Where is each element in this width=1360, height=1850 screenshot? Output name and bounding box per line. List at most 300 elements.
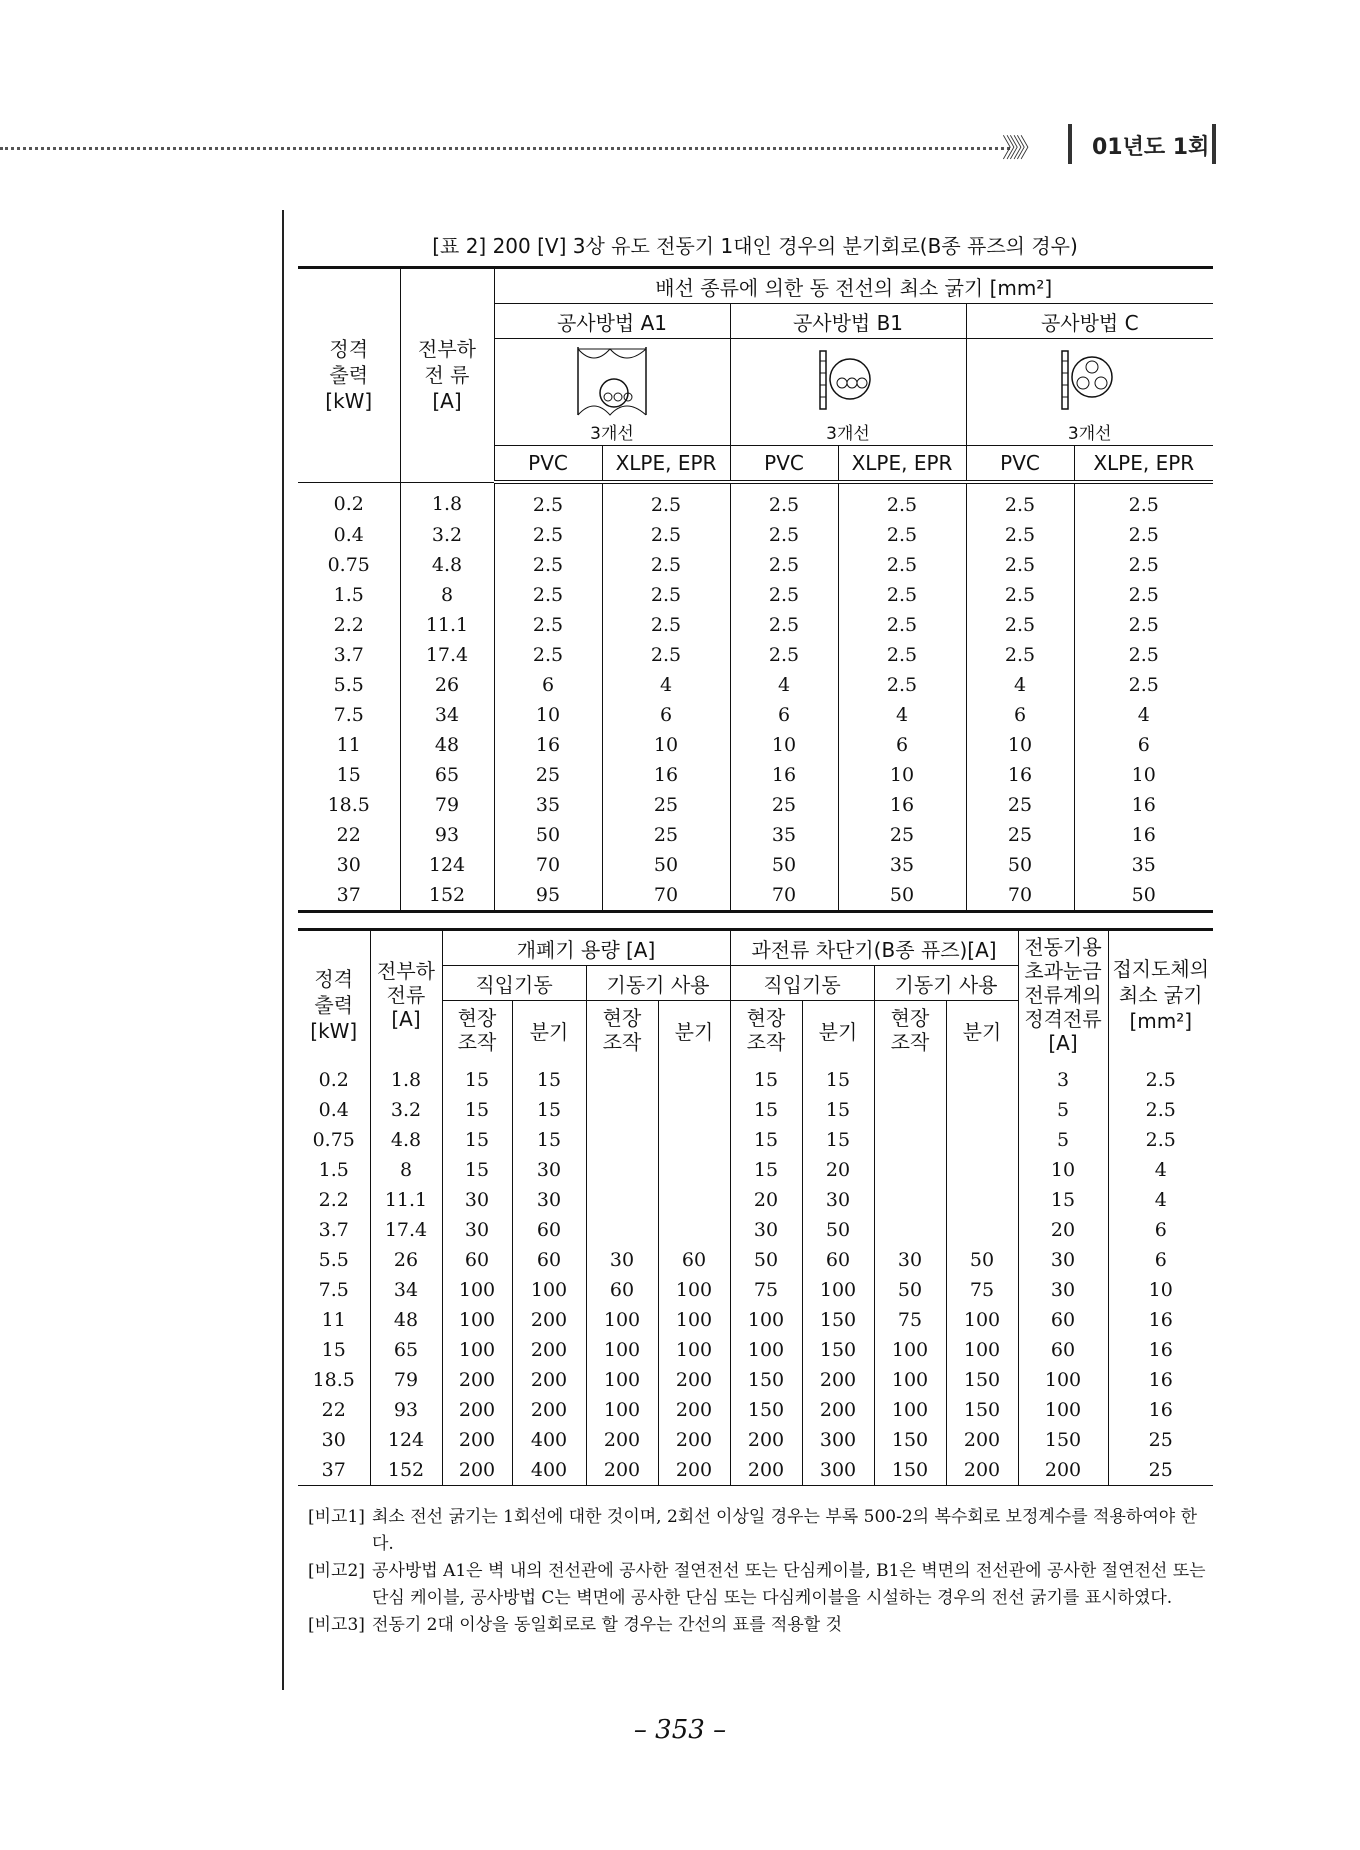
t1-cell: 2.5: [838, 580, 966, 610]
t1-ins-c-pvc: PVC: [966, 446, 1074, 483]
t1-cell: 2.5: [1128, 524, 1159, 546]
t2-switch-starter: 기동기 사용: [586, 966, 730, 1001]
t2-cell: 400: [512, 1455, 586, 1486]
t1-cell: 18.5: [298, 790, 400, 820]
t1-row: [298, 760, 1213, 790]
t2-cell: 150: [802, 1305, 874, 1335]
t2-row: [298, 1275, 1213, 1305]
t2-cell: 6: [1154, 1219, 1167, 1241]
t1-row: [298, 520, 1213, 550]
t1-cell: 95: [494, 880, 602, 912]
t2-header-rated: 정격 출력 [kW]: [298, 930, 370, 1060]
t2-cell: 37: [298, 1455, 370, 1486]
t2-cell: 30: [586, 1245, 658, 1275]
t2-cell: 11: [298, 1305, 370, 1335]
t2-cell: 100: [442, 1305, 512, 1335]
t1-cell: 2.5: [838, 640, 966, 670]
t1-cell: 25: [966, 790, 1074, 820]
t2-cell: 15: [730, 1059, 802, 1095]
t1-ins-c-xlpe: XLPE, EPR: [1074, 446, 1213, 483]
t2-cell: 3.7: [298, 1215, 370, 1245]
t1-cell: 22: [298, 820, 400, 850]
t1-cell: 124: [400, 850, 494, 880]
t2-cell: 30: [512, 1185, 586, 1215]
t1-cell: 2.5: [966, 550, 1074, 580]
t1-cell: 2.5: [602, 550, 730, 580]
t1-cell: 3.7: [298, 640, 400, 670]
t1-cell: 4: [838, 700, 966, 730]
t2-cell: 17.4: [370, 1215, 442, 1245]
header-chevrons: 》》》: [1002, 134, 1037, 164]
t2-cell: 200: [946, 1455, 1018, 1486]
header-bar-right: [1212, 124, 1216, 164]
t2-cell: 15: [512, 1125, 586, 1155]
header-dotted-rule: [0, 147, 1010, 150]
t2-cell: 200: [512, 1305, 586, 1335]
t2-cell: 6: [1154, 1249, 1167, 1271]
t2-row: [298, 1425, 1213, 1455]
t1-cell: 2.5: [494, 610, 602, 640]
t2-cell: 150: [946, 1395, 1018, 1425]
t1-cell: 26: [400, 670, 494, 700]
t2-cell: 100: [1018, 1395, 1108, 1425]
t1-cell: 2.5: [966, 640, 1074, 670]
t1-cell: 10: [494, 700, 602, 730]
t2-local-3: 현장 조작: [730, 1001, 802, 1060]
t1-row: [298, 790, 1213, 820]
t2-cell: 100: [658, 1335, 730, 1365]
t2-cell: [874, 1125, 946, 1155]
switch-breaker-table: [298, 928, 1213, 1486]
t2-branch-1: 분기: [512, 1001, 586, 1060]
t2-cell: [946, 1095, 1018, 1125]
t1-cell: 16: [966, 760, 1074, 790]
t2-cell: 20: [1018, 1215, 1108, 1245]
t2-cell: 200: [586, 1425, 658, 1455]
t2-cell: 75: [874, 1305, 946, 1335]
t1-cell: 50: [966, 850, 1074, 880]
t2-cell: 50: [730, 1245, 802, 1275]
t2-cell: 15: [802, 1095, 874, 1125]
t1-cell: 2.5: [1128, 614, 1159, 636]
t2-cell: [874, 1095, 946, 1125]
t1-method-b1-figure: [730, 339, 966, 446]
t1-row: [298, 730, 1213, 760]
t2-cell: 50: [874, 1275, 946, 1305]
t2-cell: [658, 1185, 730, 1215]
t2-cell: 200: [586, 1455, 658, 1486]
t1-cell: 2.5: [838, 550, 966, 580]
page-left-rule: [282, 210, 284, 1690]
t2-ground-header: 접지도체의 최소 굵기 [mm²]: [1112, 957, 1210, 1033]
t1-row: [298, 640, 1213, 670]
t1-cell: 50: [494, 820, 602, 850]
t2-cell: 150: [874, 1425, 946, 1455]
t2-cell: [874, 1185, 946, 1215]
t1-cell: 35: [730, 820, 838, 850]
t1-cell: 2.5: [730, 580, 838, 610]
t2-cell: 25: [1148, 1429, 1173, 1451]
t2-cell: [658, 1125, 730, 1155]
t1-cell: 10: [730, 730, 838, 760]
t2-cell: 150: [874, 1455, 946, 1486]
t2-row: [298, 1245, 1213, 1275]
t1-cell: 7.5: [298, 700, 400, 730]
t2-branch-2: 분기: [658, 1001, 730, 1060]
t2-cell: 15: [442, 1155, 512, 1185]
t2-cell: 15: [730, 1125, 802, 1155]
t1-cell: 16: [1131, 824, 1156, 846]
t1-cell: 16: [602, 760, 730, 790]
t1-cell: 16: [494, 730, 602, 760]
t2-cell: 200: [1018, 1455, 1108, 1486]
t2-cell: 15: [512, 1059, 586, 1095]
t2-row: [298, 1059, 1213, 1095]
t1-cell: 2.5: [838, 482, 966, 520]
t1-cell: 10: [602, 730, 730, 760]
t2-cell: 2.5: [1145, 1069, 1176, 1091]
t1-cell: 17.4: [400, 640, 494, 670]
note-1: [비고1] 최소 전선 굵기는 1회선에 대한 것이며, 2회선 이상일 경우는 부록 500-2의 복수회로 보정계수를 적용하여야 한다.: [308, 1507, 1197, 1554]
conduit-in-wall-icon: [574, 345, 650, 417]
t2-header-current: 전부하 전류 [A]: [370, 930, 442, 1060]
t1-cell: 152: [400, 880, 494, 912]
t1-cell: 2.5: [1128, 494, 1159, 516]
t1-cell: 30: [298, 850, 400, 880]
t1-row: [298, 550, 1213, 580]
t2-cell: 200: [658, 1365, 730, 1395]
t1-cell: 16: [730, 760, 838, 790]
t1-cell: 10: [966, 730, 1074, 760]
t2-cell: [658, 1215, 730, 1245]
t2-cell: 5: [1018, 1095, 1108, 1125]
notes: [308, 1504, 1218, 1639]
t2-cell: 300: [802, 1425, 874, 1455]
t2-cell: [874, 1215, 946, 1245]
t2-cell: 30: [298, 1425, 370, 1455]
t1-row: [298, 482, 1213, 520]
note-3: [비고3] 전동기 2대 이상을 동일회로로 할 경우는 간선의 표를 적용할 것: [308, 1615, 842, 1635]
t2-cell: 15: [730, 1095, 802, 1125]
t2-meter-header: 전동기용 초과눈금 전류계의 정격전류 [A]: [1018, 930, 1108, 1060]
t2-cell: 400: [512, 1425, 586, 1455]
t2-row: [298, 1095, 1213, 1125]
t1-cell: 2.2: [298, 610, 400, 640]
t2-cell: 15: [802, 1125, 874, 1155]
t1-cell: 6: [838, 730, 966, 760]
t1-row: [298, 880, 1213, 912]
t1-cell: 35: [1131, 854, 1156, 876]
t2-cell: 200: [442, 1395, 512, 1425]
t2-switch-direct: 직입기동: [442, 966, 586, 1001]
t2-cell: [586, 1155, 658, 1185]
header-section-label: 01년도 1회: [1092, 135, 1210, 160]
t2-breaker-starter: 기동기 사용: [874, 966, 1018, 1001]
t1-ins-a1-xlpe: XLPE, EPR: [602, 446, 730, 483]
t2-cell: 60: [658, 1245, 730, 1275]
t2-branch-4: 분기: [946, 1001, 1018, 1060]
t2-cell: [946, 1125, 1018, 1155]
t2-cell: 4: [1154, 1159, 1167, 1181]
t1-cell: 11.1: [400, 610, 494, 640]
t1-body: [298, 482, 1213, 912]
t2-cell: [586, 1059, 658, 1095]
t2-cell: 10: [1018, 1155, 1108, 1185]
t1-cell: 25: [838, 820, 966, 850]
t2-row: [298, 1455, 1213, 1486]
t1-cell: 79: [400, 790, 494, 820]
t2-cell: 30: [1018, 1275, 1108, 1305]
t2-cell: 4.8: [370, 1125, 442, 1155]
t2-branch-3: 분기: [802, 1001, 874, 1060]
t1-cell: 1.8: [400, 482, 494, 520]
t1-cell: 25: [730, 790, 838, 820]
t2-cell: 100: [586, 1335, 658, 1365]
t2-cell: 10: [1148, 1279, 1173, 1301]
t2-cell: [586, 1095, 658, 1125]
t2-cell: 75: [946, 1275, 1018, 1305]
t2-cell: 100: [586, 1365, 658, 1395]
t1-cell: 10: [1131, 764, 1156, 786]
table1-title: [표 2] 200 [V] 3상 유도 전동기 1대인 경우의 분기회로(B종 퓨즈의 경우): [432, 234, 1078, 258]
t2-switch-header: 개폐기 용량 [A]: [442, 930, 730, 966]
t2-body: [298, 1059, 1213, 1486]
t2-cell: 150: [730, 1365, 802, 1395]
t1-cell: 2.5: [730, 610, 838, 640]
t1-cell: 2.5: [966, 482, 1074, 520]
t2-row: [298, 1155, 1213, 1185]
t1-cell: 2.5: [730, 520, 838, 550]
t1-cell: 2.5: [966, 580, 1074, 610]
t2-cell: 22: [298, 1395, 370, 1425]
t2-cell: 16: [1148, 1309, 1173, 1331]
t1-cell: 6: [602, 700, 730, 730]
t1-method-a1-figure: [494, 339, 730, 446]
t2-cell: [946, 1215, 1018, 1245]
t1-cell: 50: [602, 850, 730, 880]
t2-cell: 200: [658, 1395, 730, 1425]
t1-cell: 70: [730, 880, 838, 912]
t1-header-rated: 정격 출력 [kW]: [298, 268, 400, 483]
t2-cell: 3: [1018, 1059, 1108, 1095]
t1-cell: 2.5: [602, 580, 730, 610]
t1-cell: 10: [838, 760, 966, 790]
t2-local-4: 현장 조작: [874, 1001, 946, 1060]
t2-cell: [658, 1095, 730, 1125]
t2-cell: 15: [802, 1059, 874, 1095]
t1-cell: 2.5: [494, 580, 602, 610]
t2-row: [298, 1125, 1213, 1155]
t1-cell: 2.5: [494, 550, 602, 580]
t2-cell: 100: [874, 1395, 946, 1425]
t2-cell: 3.2: [370, 1095, 442, 1125]
t1-cell: 5.5: [298, 670, 400, 700]
t2-cell: 200: [730, 1455, 802, 1486]
t1-cell: 48: [400, 730, 494, 760]
t1-method-c-figure: [966, 339, 1213, 446]
t1-cell: 2.5: [838, 520, 966, 550]
t2-cell: [586, 1185, 658, 1215]
t1-cell: 2.5: [494, 640, 602, 670]
t1-row: [298, 700, 1213, 730]
t2-cell: [874, 1059, 946, 1095]
t1-cell: 1.5: [298, 580, 400, 610]
t1-cell: 50: [838, 880, 966, 912]
t2-cell: 200: [730, 1425, 802, 1455]
t2-cell: 34: [370, 1275, 442, 1305]
t2-cell: 152: [370, 1455, 442, 1486]
t1-ins-b1-pvc: PVC: [730, 446, 838, 483]
t1-cell: 37: [298, 880, 400, 912]
t1-cell: 6: [966, 700, 1074, 730]
t1-cell: 70: [494, 850, 602, 880]
t2-cell: 100: [874, 1365, 946, 1395]
t1-cell: 4: [730, 670, 838, 700]
t2-cell: 0.2: [298, 1059, 370, 1095]
t1-row: [298, 850, 1213, 880]
cable-on-wall-icon: [1052, 345, 1128, 417]
t2-cell: 16: [1148, 1339, 1173, 1361]
t2-cell: 60: [512, 1215, 586, 1245]
t1-cell: 11: [298, 730, 400, 760]
t2-cell: [658, 1155, 730, 1185]
t1-row: [298, 670, 1213, 700]
t1-cell: 25: [602, 790, 730, 820]
t1-cell: 0.75: [298, 550, 400, 580]
t2-cell: 15: [442, 1059, 512, 1095]
t2-cell: 150: [946, 1365, 1018, 1395]
wire-size-table: [298, 266, 1213, 913]
t1-cell: 2.5: [730, 550, 838, 580]
t1-cell: 6: [730, 700, 838, 730]
t2-breaker-header: 과전류 차단기(B종 퓨즈)[A]: [730, 930, 1018, 966]
t2-cell: 20: [802, 1155, 874, 1185]
t2-cell: 300: [802, 1455, 874, 1486]
t1-cell: 25: [966, 820, 1074, 850]
t2-cell: 48: [370, 1305, 442, 1335]
t1-ins-a1-pvc: PVC: [494, 446, 602, 483]
t2-cell: 50: [946, 1245, 1018, 1275]
t2-cell: 60: [1018, 1335, 1108, 1365]
t2-row: [298, 1335, 1213, 1365]
t1-cell: 2.5: [838, 610, 966, 640]
t1-cell: 0.4: [298, 520, 400, 550]
t2-cell: 16: [1148, 1369, 1173, 1391]
t2-cell: 60: [586, 1275, 658, 1305]
t1-cell: 15: [298, 760, 400, 790]
t2-cell: [946, 1155, 1018, 1185]
header-bar-left: [1068, 124, 1072, 164]
t2-cell: 60: [442, 1245, 512, 1275]
t1-row: [298, 820, 1213, 850]
t2-cell: 60: [802, 1245, 874, 1275]
t1-header-current: 전부하 전 류 [A]: [400, 268, 494, 483]
t2-cell: 100: [946, 1305, 1018, 1335]
t1-cell: 70: [602, 880, 730, 912]
t2-cell: 200: [512, 1395, 586, 1425]
t2-cell: 150: [730, 1395, 802, 1425]
t1-cell: 2.5: [838, 670, 966, 700]
t2-cell: 1.8: [370, 1059, 442, 1095]
t1-row: [298, 580, 1213, 610]
t2-cell: 2.5: [1145, 1129, 1176, 1151]
t2-cell: 100: [946, 1335, 1018, 1365]
t1-cell: 6: [494, 670, 602, 700]
t2-cell: 15: [442, 1125, 512, 1155]
t2-cell: 30: [802, 1185, 874, 1215]
t1-cell: 2.5: [1128, 674, 1159, 696]
t1-row: [298, 610, 1213, 640]
t2-breaker-direct: 직입기동: [730, 966, 874, 1001]
t2-cell: 15: [298, 1335, 370, 1365]
t2-cell: 30: [442, 1215, 512, 1245]
t2-cell: 100: [442, 1275, 512, 1305]
t2-cell: 15: [442, 1095, 512, 1125]
t2-cell: [586, 1215, 658, 1245]
t1-cell: 2.5: [602, 482, 730, 520]
t2-row: [298, 1365, 1213, 1395]
t2-cell: 15: [512, 1095, 586, 1125]
t2-cell: 200: [512, 1365, 586, 1395]
t2-cell: [586, 1125, 658, 1155]
t2-cell: 2.2: [298, 1185, 370, 1215]
t1-cell: 25: [494, 760, 602, 790]
t2-cell: 30: [1018, 1245, 1108, 1275]
t2-cell: 18.5: [298, 1365, 370, 1395]
t1-b1-wires-label: 3개선: [826, 424, 870, 444]
t2-cell: 11.1: [370, 1185, 442, 1215]
t2-cell: 0.4: [298, 1095, 370, 1125]
t2-row: [298, 1305, 1213, 1335]
note-2: [비고2] 공사방법 A1은 벽 내의 전선관에 공사한 절연전선 또는 단심케이블, B1은 벽면의 전선관에 공사한 절연전선 또는 단심 케이블, 공사방법 C는 벽면에 공사한 단심 또는 다심케이블을 시설하는 경우의 전선 굵기를 표시하였다.: [308, 1561, 1206, 1608]
t2-cell: 75: [730, 1275, 802, 1305]
t2-cell: 100: [586, 1305, 658, 1335]
t2-cell: 15: [1018, 1185, 1108, 1215]
t2-row: [298, 1185, 1213, 1215]
t1-cell: 50: [730, 850, 838, 880]
t2-cell: 0.75: [298, 1125, 370, 1155]
t2-cell: [946, 1185, 1018, 1215]
t2-cell: 100: [874, 1335, 946, 1365]
t1-c-wires-label: 3개선: [1067, 424, 1112, 444]
t1-cell: 2.5: [730, 640, 838, 670]
t2-row: [298, 1215, 1213, 1245]
t1-cell: 35: [494, 790, 602, 820]
t1-cell: 2.5: [494, 482, 602, 520]
t1-cell: 4: [966, 670, 1074, 700]
t2-cell: 5: [1018, 1125, 1108, 1155]
t2-cell: 150: [1018, 1425, 1108, 1455]
t1-method-c: 공사방법 C: [966, 304, 1213, 339]
t2-cell: 50: [802, 1215, 874, 1245]
t1-cell: 65: [400, 760, 494, 790]
t2-cell: 100: [730, 1305, 802, 1335]
t1-cell: 2.5: [1128, 644, 1159, 666]
t2-cell: 100: [586, 1395, 658, 1425]
t2-cell: 200: [658, 1425, 730, 1455]
t1-method-a1: 공사방법 A1: [494, 304, 730, 339]
t2-cell: 100: [658, 1275, 730, 1305]
t1-cell: 4.8: [400, 550, 494, 580]
t2-cell: 8: [370, 1155, 442, 1185]
t2-cell: 60: [512, 1245, 586, 1275]
t1-cell: 2.5: [494, 520, 602, 550]
t1-cell: 16: [838, 790, 966, 820]
t2-cell: 20: [730, 1185, 802, 1215]
t1-cell: 35: [838, 850, 966, 880]
t2-cell: 150: [802, 1335, 874, 1365]
t2-cell: 79: [370, 1365, 442, 1395]
